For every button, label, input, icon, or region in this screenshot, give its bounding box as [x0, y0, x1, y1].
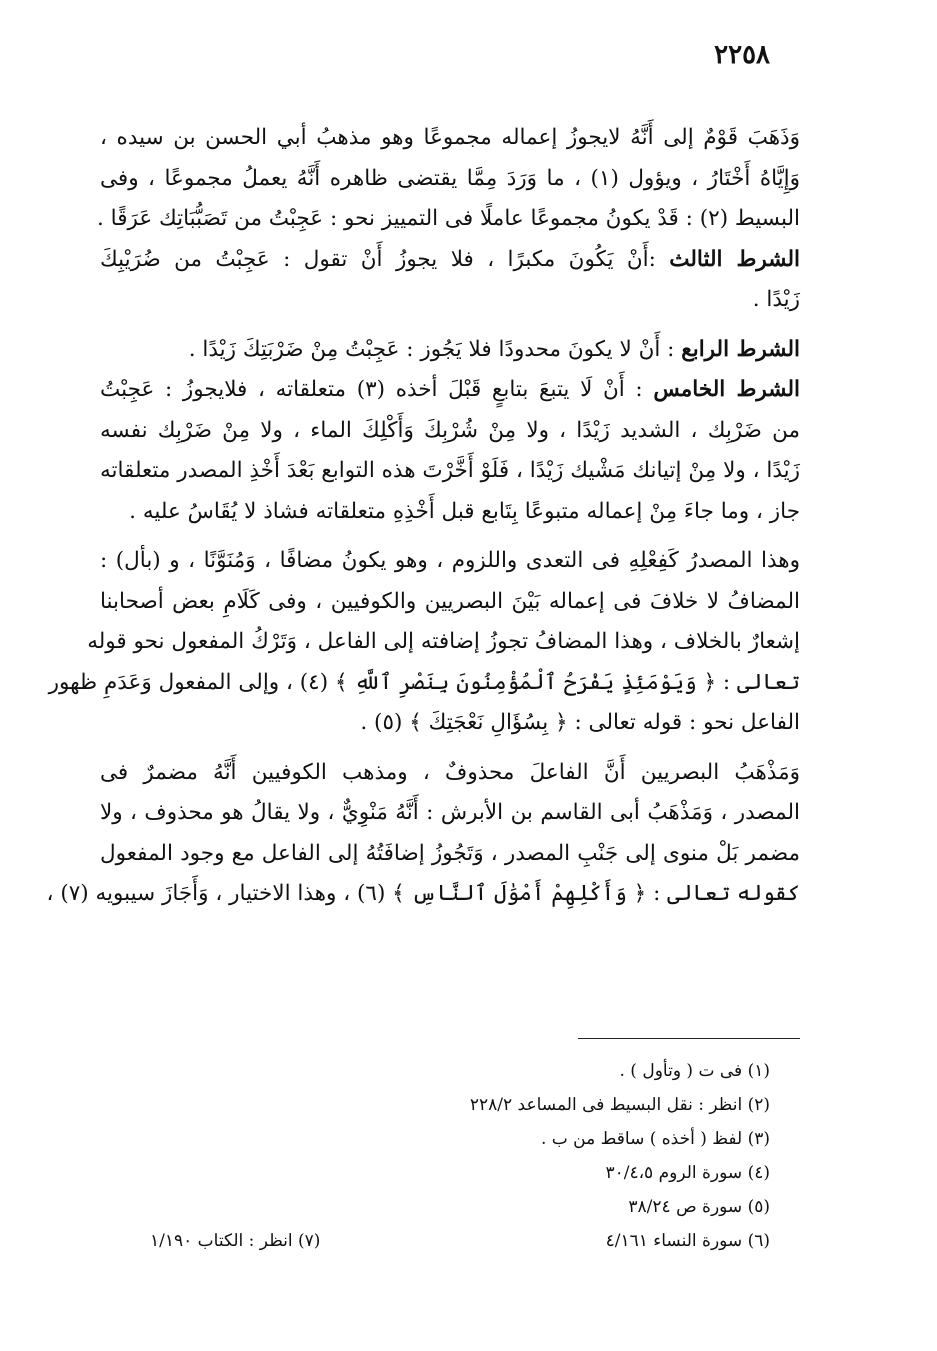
paragraph	[48, 541, 800, 744]
text-line: جاز ، وما جاءَ مِنْ إعماله متبوعًا بِتَابع قبل أَخْذِهِ متعلقاته فشاذ لا يُقَاسُ عليه .	[129, 498, 800, 524]
footnote: (٦) سورة النساء ٤/١٦١	[605, 1231, 770, 1251]
text-line: المصدر ، وَمَذْهَبُ أبى القاسم بن الأبرش : أَنَّهُ مَنْوِيٌّ ، ولا يقالُ هو محذوف ، ولا	[100, 800, 800, 825]
text-line: وهذا المصدرُ كَفِعْلِهِ فى التعدى واللزوم ، وهو يكونُ مضافًا ، وَمُنَوَّنًا ، و (بأل) :	[100, 548, 800, 573]
text-line	[100, 240, 800, 281]
paragraph	[100, 330, 800, 371]
text-line: زَيْدًا ، ولا مِنْ إتيانك مَشْيك زَيْدًا ، فَلَوْ أَخَّرْتَ هذه التوابع بَعْدَ أَخْذِ المصدر متعلقاته	[100, 458, 800, 483]
footnote-divider	[578, 1038, 800, 1039]
text-line: تعالى : ﴿ وَيَوْمَئِذٍ يَفْرَحُ ٱلْمُؤْمِنُونَ بِنَصْرِ ٱللَّهِ ﴾ (٤) ، وإلى المفعول وَعَدَمِ ظهور	[48, 669, 800, 695]
text-line: مضمر بَلْ منوى إلى جَنْبِ المصدر ، وَتَجُوزُ إضافَتُهُ إلى الفاعل مع وجود المفعول	[100, 840, 800, 866]
main-text	[46, 118, 800, 915]
text-fragment: : أَنْ لا يكونَ محدودًا فلا يَجُوز : عَجِبْتُ مِنْ ضَرْبَتِكَ زَيْدًا .	[188, 336, 682, 362]
text-fragment: : أَنْ لَا يتبعَ بتابعٍ قَبْلَ أخذه (٣) متعلقاته ، فلايجوزُ : عَجِبْتُ	[100, 377, 654, 402]
paragraph	[100, 370, 800, 532]
text-line: وَذَهَبَ قَوْمٌ إلى أَنَّهُ لايجوزُ إعماله مجموعًا وهو مذهبُ أبي الحسن بن سيده ،	[100, 125, 800, 150]
condition-heading: الشرط الرابع	[681, 336, 800, 362]
text-line: إشعارٌ بالخلاف ، وهذا المضافُ تجوزُ إضافته إلى الفاعل ، وَتَرْكُ المفعول نحو قوله	[87, 629, 800, 654]
text-fragment: :أَنْ يَكُونَ مكبرًا ، فلا يجوزُ أَنْ تقول : عَجِبْتُ من ضُرَيْبِكَ	[100, 246, 670, 272]
text-line: المضافُ لا خلافَ فى إعماله بَيْنَ البصريين والكوفيين ، وفى كَلَامِ بعض أصحابنا	[100, 588, 800, 614]
footnote: (٢) انظر : نقل البسيط فى المساعد ٢٢٨/٢	[469, 1095, 770, 1115]
footnote: (٤) سورة الروم ٣٠/٤،٥	[605, 1163, 770, 1183]
paragraph	[100, 240, 800, 321]
footnotes	[150, 1054, 770, 1258]
footnote: (١) فى ت ( وتأول ) .	[619, 1061, 770, 1081]
text-line	[100, 330, 800, 371]
text-line: وَإِيَّاهُ أَخْتَارُ ، ويؤول (١) ، ما وَرَدَ مِمَّا يقتضى ظاهره أَنَّهُ يعملُ مجموعًا ، وفى	[100, 165, 800, 191]
text-line	[100, 370, 800, 411]
footnote: (٥) سورة ص ٣٨/٢٤	[628, 1197, 770, 1217]
text-line: الفاعل نحو : قوله تعالى : ﴿ بِسُؤَالِ نَعْجَتِكَ ﴾ (٥) .	[360, 710, 800, 735]
condition-heading: الشرط الثالث	[669, 246, 800, 272]
text-line: البسيط (٢) : قَدْ يكونُ مجموعًا عاملًا فى التمييز نحو : عَجِبْتُ من تَصَبُّبَاتِك عَرَقًا .	[96, 206, 800, 231]
text-line: كقوله تعالى : ﴿ وَأَكْلِهِمْ أَمْوَٰلَ ٱلنَّاسِ ﴾ (٦) ، وهذا الاختيار ، وَأَجَازَ سيبويه (٧) ،	[46, 881, 800, 906]
footnote: (٧) انظر : الكتاب ١/١٩٠	[150, 1231, 321, 1251]
text-line: وَمَذْهَبُ البصريين أَنَّ الفاعلَ محذوفٌ ، ومذهب الكوفيين أَنَّهُ مضمرٌ فى	[100, 759, 800, 785]
paragraph	[46, 753, 800, 915]
text-line: من ضَرْبِك ، الشديد زَيْدًا ، ولا مِنْ شُرْبِكَ وَأَكْلِكَ الماء ، ولا مِنْ ضَرْبِك نفسه	[100, 417, 800, 443]
paragraph	[96, 118, 800, 240]
text-line: زَيْدًا .	[752, 287, 800, 312]
condition-heading: الشرط الخامس	[653, 377, 800, 402]
footnote: (٣) لفظ ( أخذه ) ساقط من ب .	[540, 1129, 770, 1149]
page-number: ٢٢٥٨	[714, 40, 770, 70]
footnote-row	[150, 1224, 770, 1258]
